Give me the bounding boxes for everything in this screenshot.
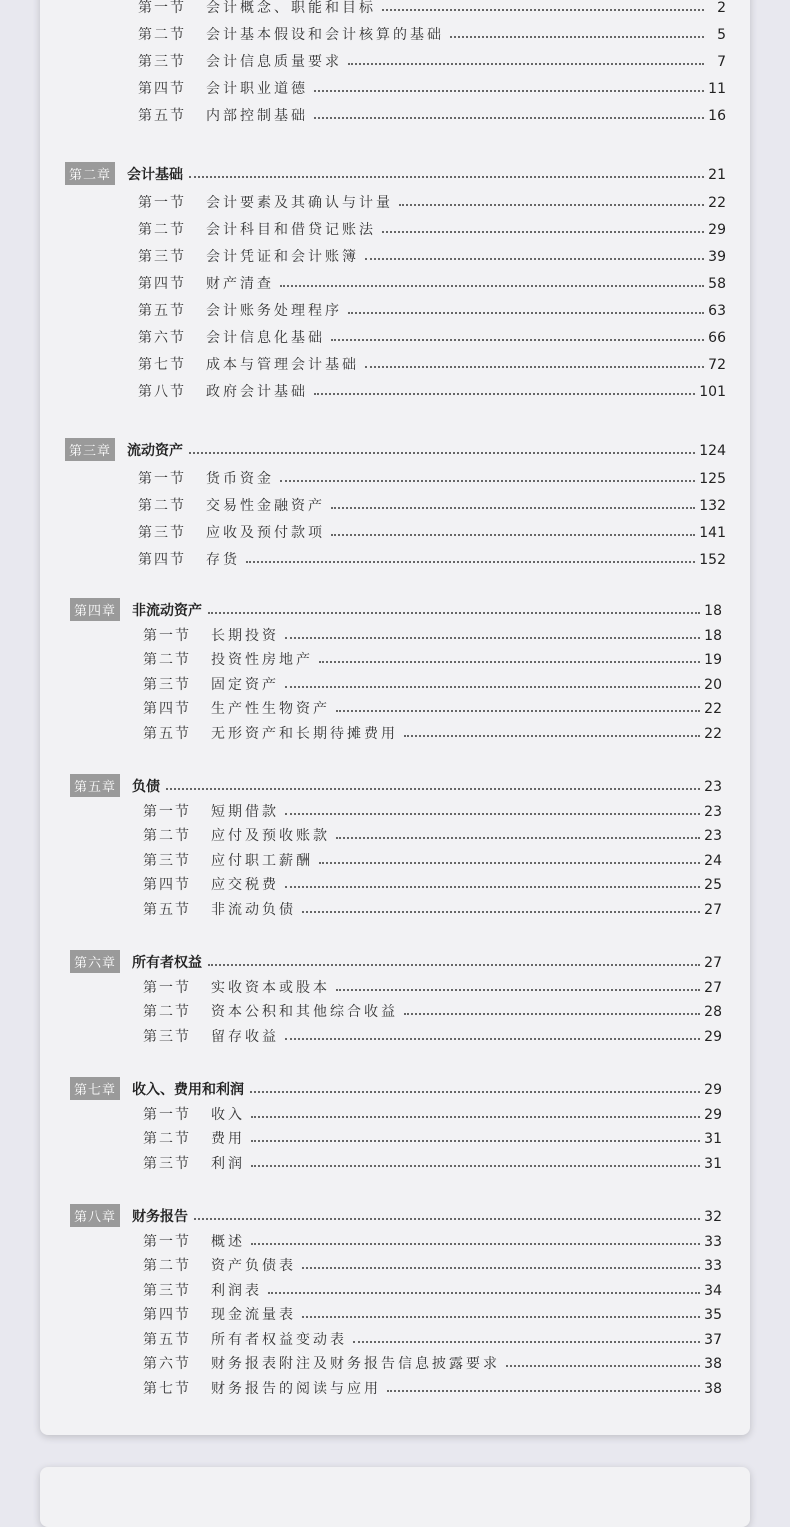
page-number: 125 <box>699 471 726 487</box>
toc-chapter-row[interactable] <box>70 1077 722 1100</box>
dot-leader <box>336 837 700 839</box>
section-title: 政府会计基础 <box>206 384 308 400</box>
section-title: 投资性房地产 <box>211 652 313 668</box>
page-number: 132 <box>699 498 726 514</box>
toc-section-row[interactable] <box>143 1280 722 1300</box>
dot-leader <box>382 231 704 233</box>
section-number: 第四节 <box>143 1307 191 1323</box>
section-title: 应交税费 <box>211 877 279 893</box>
section-number: 第一节 <box>138 471 186 487</box>
toc-section-row[interactable] <box>143 1304 722 1324</box>
section-title: 会计信息化基础 <box>206 330 325 346</box>
dot-leader <box>387 1390 700 1392</box>
toc-section-row[interactable] <box>138 354 726 374</box>
dot-leader <box>314 393 695 395</box>
toc-section-row[interactable] <box>143 977 722 997</box>
section-number: 第七节 <box>143 1381 191 1397</box>
dot-leader <box>194 1218 700 1220</box>
dot-leader <box>336 989 700 991</box>
dot-leader <box>319 661 700 663</box>
page-number: 34 <box>704 1283 722 1299</box>
section-title: 会计凭证和会计账簿 <box>206 249 359 265</box>
section-number: 第二节 <box>143 652 191 668</box>
section-title: 应付职工薪酬 <box>211 853 313 869</box>
page-number: 39 <box>708 249 726 265</box>
toc-section-row[interactable] <box>138 273 726 293</box>
toc-section-row[interactable] <box>143 698 722 718</box>
section-title: 长期投资 <box>211 628 279 644</box>
toc-section-row[interactable] <box>138 495 726 515</box>
section-title: 无形资产和长期待摊费用 <box>211 726 398 742</box>
page-number: 23 <box>704 804 722 820</box>
chapter-badge: 第八章 <box>70 1204 120 1227</box>
toc-chapter-row[interactable] <box>70 1204 722 1227</box>
page-number: 7 <box>717 54 726 70</box>
dot-leader <box>302 1316 700 1318</box>
page-number: 33 <box>704 1234 722 1250</box>
section-title: 利润 <box>211 1156 245 1172</box>
page-number: 21 <box>708 167 726 183</box>
chapter-title: 财务报告 <box>132 1209 189 1225</box>
section-title: 会计要素及其确认与计量 <box>206 195 393 211</box>
chapter-badge: 第二章 <box>65 162 115 185</box>
section-title: 交易性金融资产 <box>206 498 325 514</box>
page-number: 63 <box>708 303 726 319</box>
dot-leader <box>268 1292 700 1294</box>
toc-section-row[interactable] <box>138 51 726 71</box>
page-number: 72 <box>708 357 726 373</box>
page-number: 18 <box>704 628 722 644</box>
dot-leader <box>285 886 700 888</box>
toc-chapter-row[interactable] <box>65 438 726 461</box>
section-number: 第六节 <box>138 330 186 346</box>
dot-leader <box>348 63 704 65</box>
page-number: 37 <box>704 1332 722 1348</box>
page-number: 33 <box>704 1258 722 1274</box>
toc-section-row[interactable] <box>143 850 722 870</box>
dot-leader <box>348 312 704 314</box>
section-number: 第三节 <box>143 853 191 869</box>
toc-section-row[interactable] <box>138 0 726 17</box>
dot-leader <box>365 258 704 260</box>
toc-section-row[interactable] <box>143 723 722 743</box>
page-number: 5 <box>717 27 726 43</box>
section-number: 第四节 <box>138 552 186 568</box>
dot-leader <box>285 1038 700 1040</box>
toc-chapter-row[interactable] <box>70 774 722 797</box>
dot-leader <box>314 117 704 119</box>
section-title: 存货 <box>206 552 240 568</box>
page-number: 24 <box>704 853 722 869</box>
section-title: 概述 <box>211 1234 245 1250</box>
section-number: 第一节 <box>143 628 191 644</box>
toc-section-row[interactable] <box>138 78 726 98</box>
section-number: 第二节 <box>138 498 186 514</box>
toc-section-row[interactable] <box>138 192 726 212</box>
dot-leader <box>251 1140 700 1142</box>
dot-leader <box>450 36 704 38</box>
toc-section-row[interactable] <box>143 801 722 821</box>
toc-section-row[interactable] <box>138 219 726 239</box>
section-title: 费用 <box>211 1131 245 1147</box>
section-number: 第二节 <box>138 27 186 43</box>
dot-leader <box>331 507 695 509</box>
dot-leader <box>208 964 700 966</box>
section-title: 所有者权益变动表 <box>211 1332 347 1348</box>
page-number: 20 <box>704 677 722 693</box>
section-number: 第七节 <box>138 357 186 373</box>
page-number: 11 <box>708 81 726 97</box>
section-title: 短期借款 <box>211 804 279 820</box>
toc-section-row[interactable] <box>138 246 726 266</box>
section-title: 收入 <box>211 1107 245 1123</box>
section-number: 第五节 <box>138 303 186 319</box>
page-number: 16 <box>708 108 726 124</box>
next-card <box>40 1467 750 1527</box>
toc-section-row[interactable] <box>143 1353 722 1373</box>
dot-leader <box>331 339 704 341</box>
page-number: 29 <box>704 1107 722 1123</box>
dot-leader <box>189 176 704 178</box>
dot-leader <box>285 813 700 815</box>
chapter-title: 会计基础 <box>127 167 184 183</box>
section-title: 实收资本或股本 <box>211 980 330 996</box>
chapter-title: 负债 <box>132 779 161 795</box>
page-number: 27 <box>704 980 722 996</box>
section-number: 第二节 <box>143 1004 191 1020</box>
section-number: 第一节 <box>138 0 186 16</box>
section-title: 会计概念、职能和目标 <box>206 0 376 16</box>
dot-leader <box>250 1091 700 1093</box>
page-number: 29 <box>704 1029 722 1045</box>
section-title: 应付及预收账款 <box>211 828 330 844</box>
section-number: 第一节 <box>143 804 191 820</box>
section-title: 成本与管理会计基础 <box>206 357 359 373</box>
dot-leader <box>302 1267 700 1269</box>
section-title: 现金流量表 <box>211 1307 296 1323</box>
toc-section-row[interactable] <box>143 674 722 694</box>
section-number: 第二节 <box>138 222 186 238</box>
dot-leader <box>399 204 704 206</box>
toc-section-row[interactable] <box>143 825 722 845</box>
section-number: 第二节 <box>143 1131 191 1147</box>
section-title: 货币资金 <box>206 471 274 487</box>
page-number: 66 <box>708 330 726 346</box>
chapter-badge: 第六章 <box>70 950 120 973</box>
section-number: 第二节 <box>143 1258 191 1274</box>
chapter-title: 流动资产 <box>127 443 184 459</box>
toc-section-row[interactable] <box>138 549 726 569</box>
toc-chapter-row[interactable] <box>70 598 722 621</box>
section-number: 第四节 <box>143 877 191 893</box>
section-number: 第六节 <box>143 1356 191 1372</box>
page-number: 29 <box>708 222 726 238</box>
section-number: 第五节 <box>138 108 186 124</box>
page-number: 35 <box>704 1307 722 1323</box>
page-number: 29 <box>704 1082 722 1098</box>
toc-section-row[interactable] <box>138 522 726 542</box>
toc-section-row[interactable] <box>143 899 722 919</box>
toc-section-row[interactable] <box>143 1153 722 1173</box>
page-number: 22 <box>704 701 722 717</box>
section-number: 第一节 <box>143 1234 191 1250</box>
section-number: 第五节 <box>143 1332 191 1348</box>
page-number: 23 <box>704 779 722 795</box>
dot-leader <box>302 911 700 913</box>
dot-leader <box>331 534 695 536</box>
section-number: 第一节 <box>143 980 191 996</box>
page-number: 27 <box>704 902 722 918</box>
dot-leader <box>285 686 700 688</box>
section-title: 会计账务处理程序 <box>206 303 342 319</box>
page-number: 58 <box>708 276 726 292</box>
section-number: 第二节 <box>143 828 191 844</box>
section-number: 第三节 <box>143 677 191 693</box>
section-number: 第三节 <box>138 525 186 541</box>
toc-section-row[interactable] <box>143 1329 722 1349</box>
section-number: 第三节 <box>138 54 186 70</box>
section-title: 会计科目和借贷记账法 <box>206 222 376 238</box>
section-title: 利润表 <box>211 1283 262 1299</box>
dot-leader <box>285 637 700 639</box>
dot-leader <box>365 366 704 368</box>
dot-leader <box>404 735 700 737</box>
section-title: 固定资产 <box>211 677 279 693</box>
toc-section-row[interactable] <box>138 327 726 347</box>
dot-leader <box>353 1341 700 1343</box>
section-number: 第三节 <box>138 249 186 265</box>
section-title: 会计基本假设和会计核算的基础 <box>206 27 444 43</box>
dot-leader <box>319 862 700 864</box>
dot-leader <box>404 1013 700 1015</box>
dot-leader <box>246 561 695 563</box>
dot-leader <box>166 788 700 790</box>
chapter-title: 收入、费用和利润 <box>132 1082 245 1098</box>
section-number: 第一节 <box>143 1107 191 1123</box>
dot-leader <box>382 9 704 11</box>
section-number: 第一节 <box>138 195 186 211</box>
toc-section-row[interactable] <box>143 1255 722 1275</box>
toc-section-row[interactable] <box>143 625 722 645</box>
section-number: 第八节 <box>138 384 186 400</box>
page-number: 22 <box>704 726 722 742</box>
page-number: 19 <box>704 652 722 668</box>
section-title: 资本公积和其他综合收益 <box>211 1004 398 1020</box>
toc-section-row[interactable] <box>143 1026 722 1046</box>
page-number: 2 <box>717 0 726 16</box>
section-title: 应收及预付款项 <box>206 525 325 541</box>
section-title: 财务报告的阅读与应用 <box>211 1381 381 1397</box>
dot-leader <box>208 612 700 614</box>
toc-section-row[interactable] <box>138 381 726 401</box>
section-number: 第五节 <box>143 726 191 742</box>
page-number: 28 <box>704 1004 722 1020</box>
section-title: 财务报表附注及财务报告信息披露要求 <box>211 1356 500 1372</box>
section-title: 生产性生物资产 <box>211 701 330 717</box>
page-number: 22 <box>708 195 726 211</box>
dot-leader <box>189 452 695 454</box>
page-number: 152 <box>699 552 726 568</box>
section-number: 第三节 <box>143 1029 191 1045</box>
toc-section-row[interactable] <box>138 24 726 44</box>
toc-section-row[interactable] <box>138 468 726 488</box>
dot-leader <box>280 480 695 482</box>
chapter-badge: 第三章 <box>65 438 115 461</box>
toc-section-row[interactable] <box>143 1104 722 1124</box>
page-number: 32 <box>704 1209 722 1225</box>
toc-section-row[interactable] <box>143 1378 722 1398</box>
toc-section-row[interactable] <box>138 300 726 320</box>
section-title: 留存收益 <box>211 1029 279 1045</box>
page-number: 141 <box>699 525 726 541</box>
chapter-title: 非流动资产 <box>132 603 203 619</box>
toc-chapter-row[interactable] <box>70 950 722 973</box>
section-number: 第四节 <box>138 276 186 292</box>
page-number: 38 <box>704 1381 722 1397</box>
dot-leader <box>336 710 700 712</box>
dot-leader <box>314 90 704 92</box>
page-number: 25 <box>704 877 722 893</box>
dot-leader <box>251 1243 700 1245</box>
chapter-title: 所有者权益 <box>132 955 203 971</box>
dot-leader <box>506 1365 700 1367</box>
section-title: 内部控制基础 <box>206 108 308 124</box>
section-number: 第四节 <box>143 701 191 717</box>
toc-section-row[interactable] <box>143 1128 722 1148</box>
page-number: 31 <box>704 1156 722 1172</box>
section-number: 第三节 <box>143 1283 191 1299</box>
page-number: 23 <box>704 828 722 844</box>
toc-section-row[interactable] <box>143 649 722 669</box>
toc-section-row[interactable] <box>143 874 722 894</box>
page-number: 124 <box>699 443 726 459</box>
section-number: 第四节 <box>138 81 186 97</box>
dot-leader <box>251 1165 700 1167</box>
page-number: 31 <box>704 1131 722 1147</box>
page-number: 18 <box>704 603 722 619</box>
page-number: 101 <box>699 384 726 400</box>
section-title: 财产清查 <box>206 276 274 292</box>
toc-section-row[interactable] <box>143 1001 722 1021</box>
section-title: 会计信息质量要求 <box>206 54 342 70</box>
section-title: 非流动负债 <box>211 902 296 918</box>
section-number: 第三节 <box>143 1156 191 1172</box>
chapter-badge: 第七章 <box>70 1077 120 1100</box>
chapter-badge: 第五章 <box>70 774 120 797</box>
section-title: 资产负债表 <box>211 1258 296 1274</box>
dot-leader <box>251 1116 700 1118</box>
page-number: 27 <box>704 955 722 971</box>
dot-leader <box>280 285 704 287</box>
toc-chapter-row[interactable] <box>65 162 726 185</box>
section-title: 会计职业道德 <box>206 81 308 97</box>
section-number: 第五节 <box>143 902 191 918</box>
toc-section-row[interactable] <box>143 1231 722 1251</box>
page-number: 38 <box>704 1356 722 1372</box>
toc-section-row[interactable] <box>138 105 726 125</box>
chapter-badge: 第四章 <box>70 598 120 621</box>
